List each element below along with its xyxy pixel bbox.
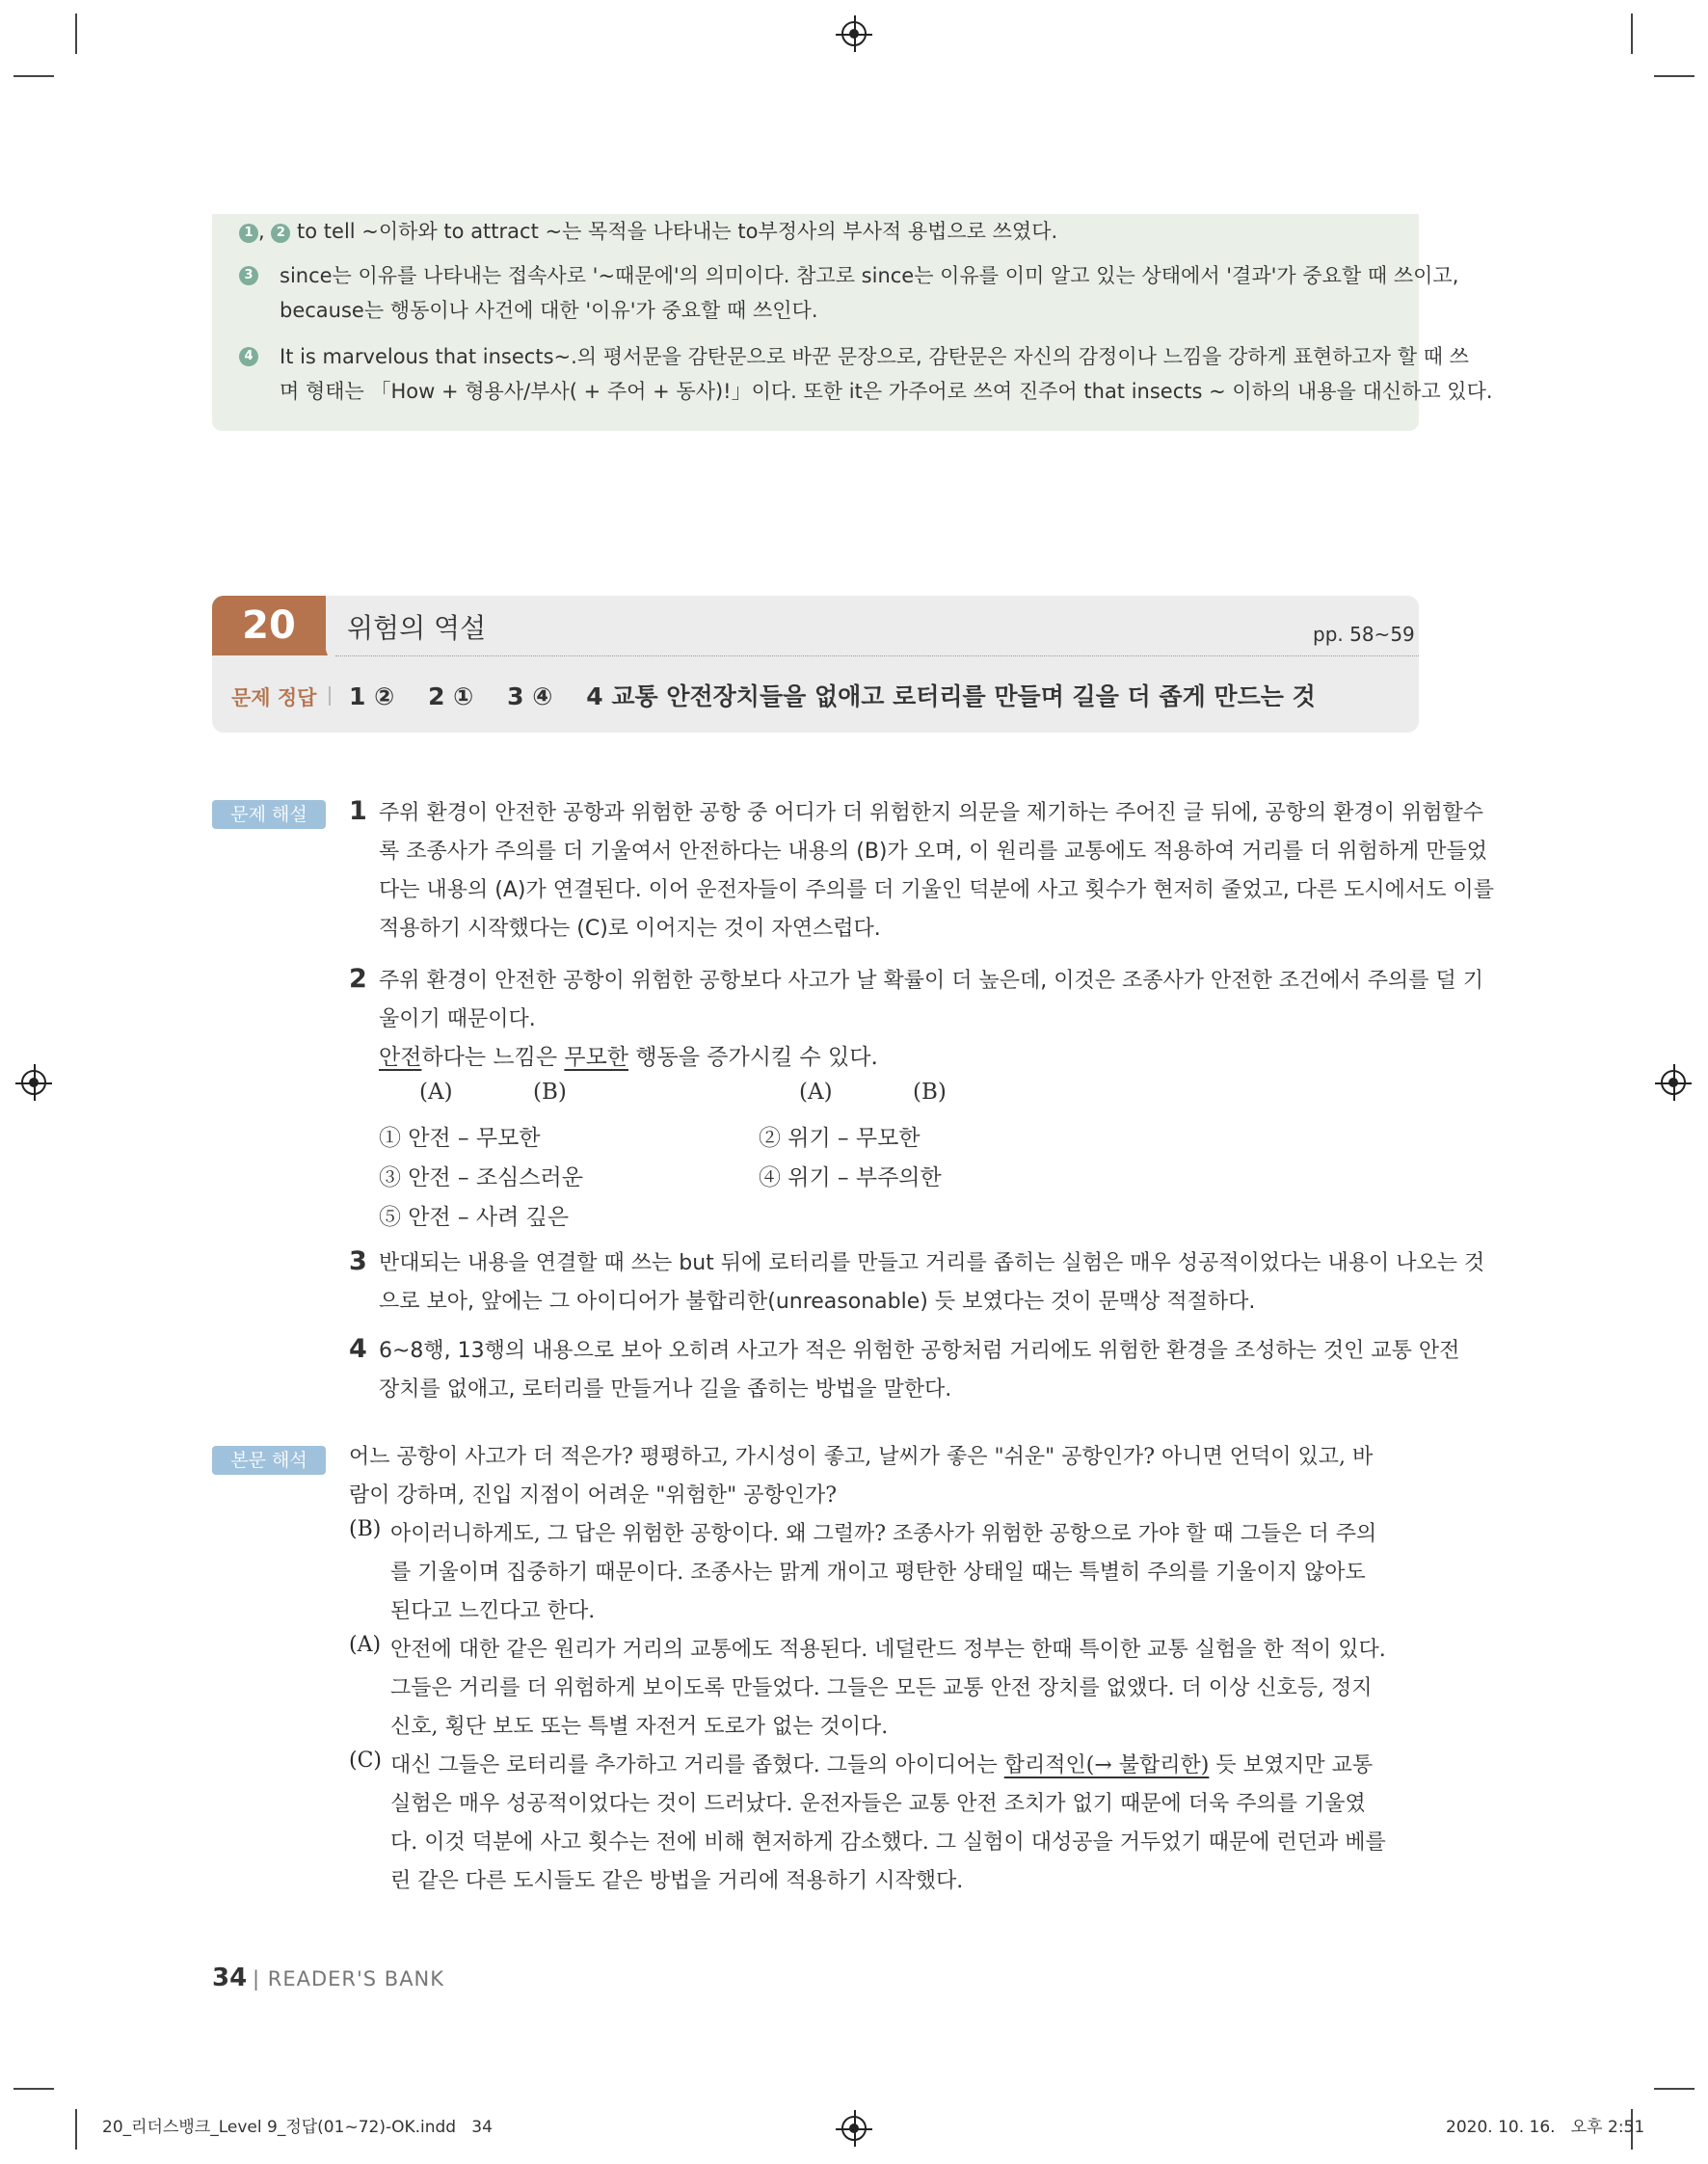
registration-mark-bottom (841, 2116, 867, 2141)
crop-mark-tl-v (75, 13, 77, 54)
slug-date: 2020. 10. 16. 오후 2:51 (1446, 2118, 1645, 2137)
question-3-explanation (379, 1244, 1485, 1322)
c-line-1 (390, 1747, 1460, 1785)
note-badge-3: 3 (239, 266, 258, 285)
note-badge-4: 4 (239, 347, 258, 366)
option-1: ① 안전 – 무모한 (379, 1126, 541, 1151)
option-header-b-right: (B) (913, 1080, 947, 1105)
option-header-a-right: (A) (799, 1080, 833, 1105)
q1-line: 다는 내용의 (A)가 연결된다. 이어 운전자들이 주의를 더 기울인 덕분에 사고 횟수가 현저히 줄었고, 다른 도시에서도 이를 (379, 878, 1494, 902)
header-divider (335, 655, 1419, 656)
option-header-a-left: (A) (419, 1080, 453, 1105)
translation-intro (349, 1438, 1419, 1515)
note-item-1-2: 1 , 2 to tell ~이하와 to attract ~는 목적을 나타내는 to부정사의 부사적 용법으로 쓰였다. (239, 214, 1057, 249)
question-4-explanation (379, 1332, 1460, 1409)
b-line: 를 기울이며 집중하기 때문이다. 조종사는 맑게 개이고 평탄한 상태일 때는 특별히 주의를 기울이지 않아도 (390, 1561, 1366, 1585)
answer-separator (329, 686, 331, 706)
crop-mark-br-h (1654, 2088, 1695, 2090)
q1-line: 록 조종사가 주의를 더 기울여서 안전하다는 내용의 (B)가 오며, 이 원리를 교통에도 적용하여 거리를 더 위험하게 만들었 (379, 840, 1487, 864)
crop-mark-tr-h (1654, 75, 1695, 77)
a-line: 안전에 대한 같은 원리가 거리의 교통에도 적용된다. 네덜란드 정부는 한때 특이한 교통 실험을 한 적이 있다. (390, 1638, 1386, 1662)
option-2: ② 위기 – 무모한 (759, 1126, 921, 1151)
c-line: 린 같은 다른 도시들도 같은 방법을 거리에 적용하기 시작했다. (390, 1869, 964, 1893)
c-line-1-underlined: 합리적인(→ 불합리한) (1003, 1753, 1210, 1777)
q2-line: 울이기 때문이다. (379, 1007, 536, 1031)
summary-blank-a: 안전 (379, 1045, 422, 1070)
paragraph-c (390, 1747, 1460, 1901)
option-3: ③ 안전 – 조심스러운 (379, 1165, 583, 1190)
registration-mark-top (841, 21, 867, 46)
c-line: 실험은 매우 성공적이었다는 것이 드러났다. 운전자들은 교통 안전 조치가 없기 때문에 더욱 주의를 기울였 (390, 1792, 1366, 1816)
translation-tag: 본문 해석 (212, 1446, 326, 1475)
a-line: 그들은 거리를 더 위험하게 보이도록 만들었다. 그들은 모든 교통 안전 장치를 없앴다. 더 이상 신호등, 정지 (390, 1676, 1373, 1700)
c-line: 다. 이것 덕분에 사고 횟수는 전에 비해 현저하게 감소했다. 그 실험이 대성공을 거두었기 때문에 런던과 베를 (390, 1830, 1386, 1855)
summary-text: 하다는 느낌은 (421, 1045, 565, 1070)
q3-line: 으로 보아, 앞에는 그 아이디어가 불합리한(unreasonable) 듯 보였다는 것이 문맥상 적절하다. (379, 1290, 1256, 1314)
b-line: 아이러니하게도, 그 답은 위험한 공항이다. 왜 그럴까? 조종사가 위험한 공항으로 가야 할 때 그들은 더 주의 (390, 1522, 1377, 1546)
question-1-number: 1 (349, 796, 367, 826)
paragraph-a (390, 1631, 1460, 1747)
note-text-3-line1: since는 이유를 나타내는 접속사로 '~때문에'의 의미이다. 참고로 since는 이유를 이미 알고 있는 상태에서 '결과'가 중요할 때 쓰이고, (280, 264, 1459, 287)
answer-label: 문제 정답 (231, 686, 317, 709)
note-text-4-line2: 며 형태는 「How + 형용사/부사( + 주어 + 동사)!」이다. 또한 it은 가주어로 쓰여 진주어 that insects ~ 이하의 내용을 대신하고 있다. (280, 380, 1493, 403)
page-reference: pp. 58~59 (1313, 623, 1415, 646)
note-item-3 (239, 258, 1458, 328)
q2-summary-sentence (379, 1039, 878, 1071)
registration-mark-left (21, 1070, 46, 1095)
a-line: 신호, 횡단 보도 또는 특별 자전거 도로가 없는 것이다. (390, 1715, 889, 1739)
summary-text-end: 행동을 증가시킬 수 있다. (628, 1045, 878, 1070)
note-text-4-line1: It is marvelous that insects~.의 평서문을 감탄문으로 바꾼 문장으로, 감탄문은 자신의 감정이나 느낌을 강하게 표현하고자 할 때 쓰 (280, 345, 1469, 368)
question-2-explanation (379, 962, 1483, 1039)
option-5: ⑤ 안전 – 사려 깊은 (379, 1205, 570, 1230)
paragraph-b (390, 1515, 1460, 1631)
paragraph-b-label: (B) (349, 1517, 382, 1541)
q1-line: 적용하기 시작했다는 (C)로 이어지는 것이 자연스럽다. (379, 917, 881, 941)
option-4: ④ 위기 – 부주의한 (759, 1165, 942, 1190)
crop-mark-tr-v (1631, 13, 1633, 54)
note-badge-1: 1 (239, 224, 258, 243)
intro-line: 어느 공항이 사고가 더 적은가? 평평하고, 가시성이 좋고, 날씨가 좋은 "쉬운" 공항인가? 아니면 언덕이 있고, 바 (349, 1445, 1374, 1469)
explanation-tag: 문제 해설 (212, 800, 326, 829)
q1-line: 주위 환경이 안전한 공항과 위험한 공항 중 어디가 더 위험한지 의문을 제기하는 주어진 글 뒤에, 공항의 환경이 위험할수 (379, 801, 1483, 825)
q3-line: 반대되는 내용을 연결할 때 쓰는 but 뒤에 로터리를 만들고 거리를 좁히는 실험은 매우 성공적이었다는 내용이 나오는 것 (379, 1251, 1485, 1275)
c-line-1-pre: 대신 그들은 로터리를 추가하고 거리를 좁혔다. 그들의 아이디어는 (390, 1753, 1004, 1777)
slug-filename: 20_리더스뱅크_Level 9_정답(01~72)-OK.indd 34 (102, 2118, 493, 2137)
section-title: 위험의 역설 (347, 612, 487, 644)
question-1-explanation (379, 794, 1494, 948)
crop-mark-bl-v (75, 2109, 77, 2150)
summary-blank-b: 무모한 (564, 1045, 629, 1070)
paragraph-a-label: (A) (349, 1633, 382, 1657)
c-line-1-post: 듯 보였지만 교통 (1209, 1753, 1374, 1777)
section-number: 20 (212, 596, 326, 655)
b-line: 된다고 느낀다고 한다. (390, 1599, 596, 1623)
crop-mark-tl-h (13, 75, 54, 77)
answer-key: 1 ② 2 ① 3 ④ 4 교통 안전장치들을 없애고 로터리를 만들며 길을 더 좁게 만드는 것 (349, 682, 1316, 710)
crop-mark-bl-h (13, 2088, 54, 2090)
book-brand: | READER'S BANK (253, 1967, 445, 1990)
note-item-4 (239, 339, 1493, 409)
q4-line: 장치를 없애고, 로터리를 만들거나 길을 좁히는 방법을 말한다. (379, 1377, 952, 1402)
note-text-3-line2: because는 행동이나 사건에 대한 '이유'가 중요할 때 쓰인다. (280, 299, 818, 322)
intro-line: 람이 강하며, 진입 지점이 어려운 "위험한" 공항인가? (349, 1483, 838, 1508)
question-4-number: 4 (349, 1334, 367, 1364)
question-2-number: 2 (349, 964, 367, 994)
option-header-b-left: (B) (533, 1080, 567, 1105)
question-3-number: 3 (349, 1246, 367, 1276)
q2-line: 주위 환경이 안전한 공항이 위험한 공항보다 사고가 날 확률이 더 높은데, 이것은 조종사가 안전한 조건에서 주의를 덜 기 (379, 969, 1483, 993)
q4-line: 6~8행, 13행의 내용으로 보아 오히려 사고가 적은 위험한 공항처럼 거리에도 위험한 환경을 조성하는 것인 교통 안전 (379, 1339, 1460, 1363)
registration-mark-right (1661, 1070, 1686, 1095)
section-number-slant (307, 596, 328, 655)
note-text-1: to tell ~이하와 to attract ~는 목적을 나타내는 to부정사의 부사적 용법으로 쓰였다. (297, 220, 1058, 243)
page-number: 34 (212, 1964, 248, 1992)
paragraph-c-label: (C) (349, 1749, 382, 1773)
note-badge-2: 2 (271, 224, 290, 243)
